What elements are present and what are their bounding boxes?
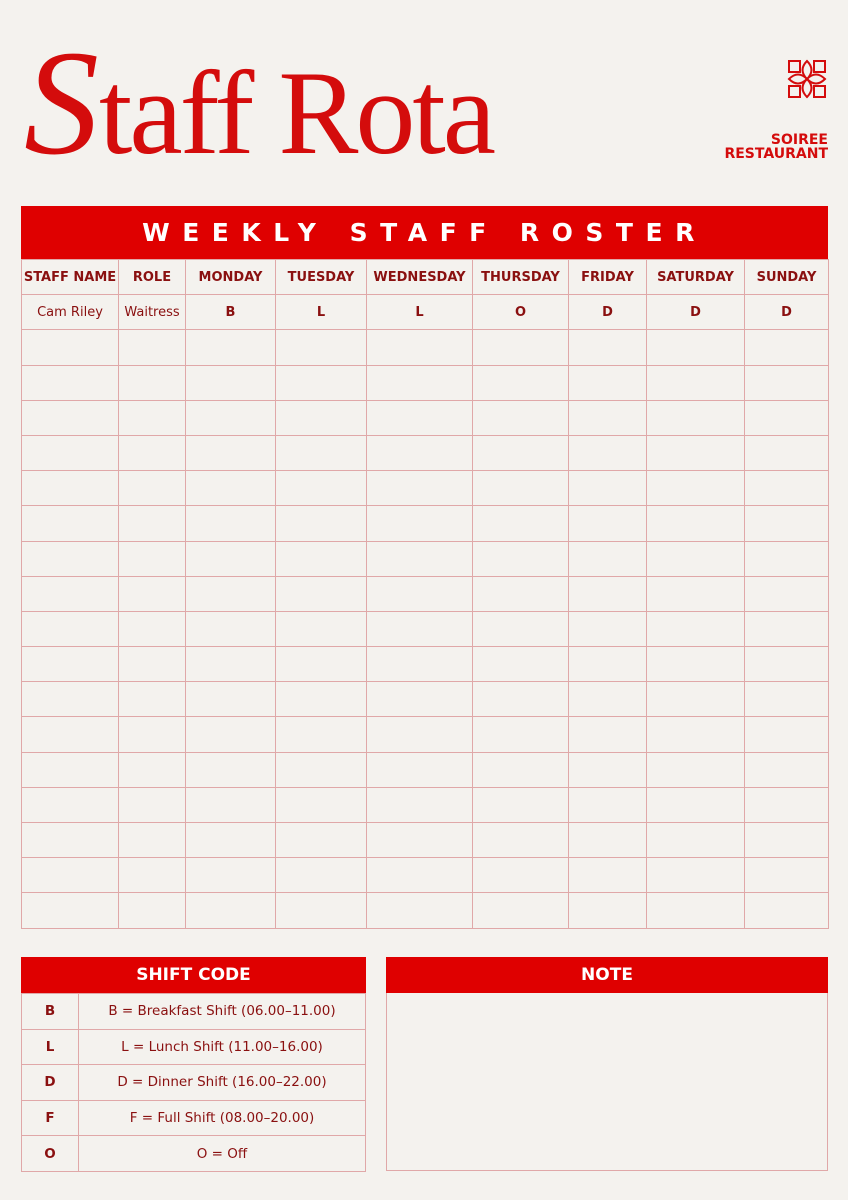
roster-cell[interactable]: [473, 611, 569, 646]
roster-cell[interactable]: [745, 541, 829, 576]
table-row: [22, 541, 829, 576]
shift-code-description: O = Off: [79, 1136, 366, 1172]
roster-cell[interactable]: [569, 541, 647, 576]
roster-cell[interactable]: [745, 823, 829, 858]
roster-cell[interactable]: [22, 752, 119, 787]
roster-cell[interactable]: [647, 682, 745, 717]
roster-cell[interactable]: [119, 787, 186, 822]
title-rest: taff Rota: [99, 46, 493, 179]
roster-cell[interactable]: [569, 611, 647, 646]
list-item: [22, 1100, 366, 1136]
shift-code-description: L = Lunch Shift (11.00–16.00): [79, 1029, 366, 1065]
roster-cell[interactable]: [647, 611, 745, 646]
column-header: ROLE: [119, 260, 186, 295]
roster-cell[interactable]: [276, 823, 367, 858]
roster-cell[interactable]: [22, 365, 119, 400]
roster-cell[interactable]: [569, 717, 647, 752]
shift-code-letter: B: [22, 994, 79, 1030]
column-header: FRIDAY: [569, 260, 647, 295]
column-header: WEDNESDAY: [367, 260, 473, 295]
list-item: [22, 1065, 366, 1101]
roster-cell[interactable]: [186, 682, 276, 717]
roster-cell[interactable]: [22, 541, 119, 576]
roster-cell[interactable]: [745, 787, 829, 822]
shift-code-letter: L: [22, 1029, 79, 1065]
roster-cell[interactable]: [647, 823, 745, 858]
roster-cell[interactable]: [186, 365, 276, 400]
roster-cell[interactable]: [22, 823, 119, 858]
title-initial: S: [24, 20, 99, 186]
roster-cell[interactable]: [367, 611, 473, 646]
roster-cell[interactable]: [367, 787, 473, 822]
roster-cell[interactable]: [276, 400, 367, 435]
roster-cell[interactable]: [569, 893, 647, 928]
roster-cell[interactable]: [745, 506, 829, 541]
roster-cell[interactable]: [186, 717, 276, 752]
roster-cell[interactable]: [367, 330, 473, 365]
roster-cell[interactable]: [647, 365, 745, 400]
roster-cell[interactable]: [569, 576, 647, 611]
roster-cell[interactable]: [22, 506, 119, 541]
column-header: SUNDAY: [745, 260, 829, 295]
roster-cell[interactable]: [186, 471, 276, 506]
roster-cell[interactable]: [367, 682, 473, 717]
roster-cell[interactable]: [186, 400, 276, 435]
roster-cell[interactable]: [569, 787, 647, 822]
roster-cell[interactable]: [276, 471, 367, 506]
roster-cell[interactable]: [647, 787, 745, 822]
roster-cell[interactable]: [276, 541, 367, 576]
roster-cell[interactable]: [276, 682, 367, 717]
roster-cell[interactable]: [119, 823, 186, 858]
roster-cell[interactable]: [22, 330, 119, 365]
column-header: MONDAY: [186, 260, 276, 295]
roster-cell[interactable]: [569, 858, 647, 893]
roster-cell[interactable]: [647, 435, 745, 470]
roster-cell[interactable]: [119, 435, 186, 470]
roster-cell[interactable]: [186, 893, 276, 928]
note-area[interactable]: [386, 993, 828, 1171]
table-row: [22, 400, 829, 435]
column-header: THURSDAY: [473, 260, 569, 295]
roster-cell[interactable]: [569, 752, 647, 787]
roster-cell[interactable]: [186, 858, 276, 893]
table-row: [22, 858, 829, 893]
column-header: STAFF NAME: [22, 260, 119, 295]
roster-cell[interactable]: [119, 471, 186, 506]
roster-cell[interactable]: [186, 823, 276, 858]
roster-cell[interactable]: [569, 506, 647, 541]
table-row: [22, 330, 829, 365]
table-row: [22, 576, 829, 611]
roster-cell[interactable]: [276, 752, 367, 787]
table-row: [22, 682, 829, 717]
roster-cell[interactable]: [119, 682, 186, 717]
table-row: [22, 787, 829, 822]
brand-line-2: RESTAURANT: [724, 146, 828, 162]
roster-cell[interactable]: [22, 611, 119, 646]
shift-code-letter: O: [22, 1136, 79, 1172]
roster-cell[interactable]: [22, 647, 119, 682]
roster-cell[interactable]: [367, 435, 473, 470]
roster-cell[interactable]: [647, 752, 745, 787]
roster-cell[interactable]: [367, 541, 473, 576]
roster-cell[interactable]: [473, 330, 569, 365]
roster-cell[interactable]: [119, 400, 186, 435]
roster-cell[interactable]: [647, 893, 745, 928]
roster-cell[interactable]: [186, 541, 276, 576]
roster-cell[interactable]: [119, 858, 186, 893]
roster-cell[interactable]: [367, 858, 473, 893]
roster-cell[interactable]: [276, 506, 367, 541]
roster-cell[interactable]: [745, 858, 829, 893]
roster-cell[interactable]: D: [647, 295, 745, 330]
table-row: [22, 611, 829, 646]
column-header: TUESDAY: [276, 260, 367, 295]
roster-cell[interactable]: [367, 647, 473, 682]
roster-cell[interactable]: [22, 858, 119, 893]
roster-cell[interactable]: [745, 435, 829, 470]
roster-cell[interactable]: [119, 717, 186, 752]
list-item: [22, 994, 366, 1030]
roster-cell[interactable]: [473, 576, 569, 611]
table-row: [22, 435, 829, 470]
roster-cell[interactable]: [473, 400, 569, 435]
shift-code-panel: [21, 957, 366, 1172]
roster-cell[interactable]: [186, 576, 276, 611]
table-row: [22, 365, 829, 400]
roster-cell[interactable]: [745, 471, 829, 506]
roster-cell[interactable]: [276, 787, 367, 822]
list-item: [22, 1029, 366, 1065]
roster-cell[interactable]: [367, 717, 473, 752]
roster-cell[interactable]: [647, 330, 745, 365]
table-row: [22, 752, 829, 787]
roster-cell[interactable]: [569, 647, 647, 682]
roster-heading: WEEKLY STAFF ROSTER: [21, 206, 828, 259]
roster-cell[interactable]: [473, 717, 569, 752]
roster-cell[interactable]: [119, 506, 186, 541]
column-header: SATURDAY: [647, 260, 745, 295]
roster-cell[interactable]: [276, 858, 367, 893]
roster-cell[interactable]: O: [473, 295, 569, 330]
roster-cell[interactable]: [473, 365, 569, 400]
roster-cell[interactable]: [745, 752, 829, 787]
roster-cell[interactable]: [647, 506, 745, 541]
roster-cell[interactable]: L: [276, 295, 367, 330]
flower-ornament-icon: [786, 58, 828, 100]
roster-cell[interactable]: [745, 717, 829, 752]
shift-code-description: B = Breakfast Shift (06.00–11.00): [79, 994, 366, 1030]
roster-cell[interactable]: [569, 823, 647, 858]
note-heading: NOTE: [386, 957, 828, 993]
restaurant-name: [724, 133, 828, 161]
roster-cell[interactable]: [186, 647, 276, 682]
table-row: [22, 893, 829, 928]
roster-cell[interactable]: [367, 893, 473, 928]
roster-cell[interactable]: [186, 506, 276, 541]
roster-cell[interactable]: [276, 647, 367, 682]
roster-cell[interactable]: [22, 717, 119, 752]
roster-cell[interactable]: [745, 400, 829, 435]
roster-cell[interactable]: [276, 435, 367, 470]
roster-cell[interactable]: [473, 682, 569, 717]
roster-cell[interactable]: [22, 400, 119, 435]
roster-cell[interactable]: D: [569, 295, 647, 330]
shift-code-letter: D: [22, 1065, 79, 1101]
roster-cell[interactable]: [367, 365, 473, 400]
roster-cell[interactable]: [22, 682, 119, 717]
roster-cell[interactable]: [473, 787, 569, 822]
roster-cell[interactable]: [186, 435, 276, 470]
roster-cell[interactable]: [186, 787, 276, 822]
roster-cell[interactable]: [473, 647, 569, 682]
roster-table: [21, 259, 829, 929]
brand-line-1: SOIREE: [770, 132, 828, 148]
roster-cell[interactable]: [473, 823, 569, 858]
table-row: [22, 717, 829, 752]
table-row: [22, 823, 829, 858]
roster-cell[interactable]: [367, 400, 473, 435]
roster-cell[interactable]: D: [745, 295, 829, 330]
roster-cell[interactable]: [119, 330, 186, 365]
roster-cell[interactable]: [119, 365, 186, 400]
shift-code-letter: F: [22, 1100, 79, 1136]
roster-cell[interactable]: [473, 506, 569, 541]
roster-cell[interactable]: [647, 576, 745, 611]
roster-cell[interactable]: Cam Riley: [22, 295, 119, 330]
roster-cell[interactable]: [276, 893, 367, 928]
roster-cell[interactable]: [647, 717, 745, 752]
roster-cell[interactable]: [119, 576, 186, 611]
roster-cell[interactable]: [745, 682, 829, 717]
table-row: [22, 471, 829, 506]
roster-header-row: [22, 260, 829, 295]
roster-cell[interactable]: [186, 611, 276, 646]
roster-cell[interactable]: [745, 647, 829, 682]
roster-cell[interactable]: [276, 576, 367, 611]
roster-cell[interactable]: [647, 400, 745, 435]
roster-cell[interactable]: [367, 471, 473, 506]
roster-cell[interactable]: [569, 400, 647, 435]
roster-cell[interactable]: [473, 541, 569, 576]
page-title: [24, 20, 493, 188]
roster-cell[interactable]: [367, 752, 473, 787]
shift-code-description: F = Full Shift (08.00–20.00): [79, 1100, 366, 1136]
roster-cell[interactable]: [569, 471, 647, 506]
roster-cell[interactable]: L: [367, 295, 473, 330]
shift-code-heading: SHIFT CODE: [21, 957, 366, 993]
roster-cell[interactable]: [647, 647, 745, 682]
roster-cell[interactable]: [276, 330, 367, 365]
table-row: [22, 647, 829, 682]
list-item: [22, 1136, 366, 1172]
roster-cell[interactable]: [473, 435, 569, 470]
note-panel: [386, 957, 828, 1171]
roster-cell[interactable]: B: [186, 295, 276, 330]
roster-cell[interactable]: [276, 717, 367, 752]
roster-cell[interactable]: [22, 435, 119, 470]
roster-cell[interactable]: [745, 893, 829, 928]
roster-cell[interactable]: [569, 682, 647, 717]
table-row: [22, 295, 829, 330]
roster-cell[interactable]: [367, 576, 473, 611]
roster-cell[interactable]: Waitress: [119, 295, 186, 330]
roster-cell[interactable]: [367, 823, 473, 858]
roster-cell[interactable]: [745, 365, 829, 400]
roster-cell[interactable]: [119, 611, 186, 646]
roster-cell[interactable]: [119, 541, 186, 576]
roster-cell[interactable]: [745, 576, 829, 611]
roster-cell[interactable]: [276, 611, 367, 646]
roster-cell[interactable]: [22, 787, 119, 822]
roster-cell[interactable]: [367, 506, 473, 541]
roster-cell[interactable]: [276, 365, 367, 400]
roster-cell[interactable]: [22, 893, 119, 928]
roster-cell[interactable]: [186, 752, 276, 787]
roster-cell[interactable]: [745, 330, 829, 365]
roster-cell[interactable]: [569, 365, 647, 400]
shift-code-description: D = Dinner Shift (16.00–22.00): [79, 1065, 366, 1101]
roster-cell[interactable]: [473, 858, 569, 893]
roster-cell[interactable]: [119, 893, 186, 928]
roster-cell[interactable]: [473, 471, 569, 506]
roster-cell[interactable]: [647, 541, 745, 576]
roster-cell[interactable]: [473, 752, 569, 787]
shift-code-table: [21, 993, 366, 1172]
roster-cell[interactable]: [569, 330, 647, 365]
roster-cell[interactable]: [119, 647, 186, 682]
roster-cell[interactable]: [647, 858, 745, 893]
roster-cell[interactable]: [22, 471, 119, 506]
roster-cell[interactable]: [569, 435, 647, 470]
roster-cell[interactable]: [473, 893, 569, 928]
roster-cell[interactable]: [119, 752, 186, 787]
roster-cell[interactable]: [186, 330, 276, 365]
roster-cell[interactable]: [647, 471, 745, 506]
weekly-roster: [21, 206, 828, 929]
table-row: [22, 506, 829, 541]
roster-cell[interactable]: [22, 576, 119, 611]
roster-cell[interactable]: [745, 611, 829, 646]
